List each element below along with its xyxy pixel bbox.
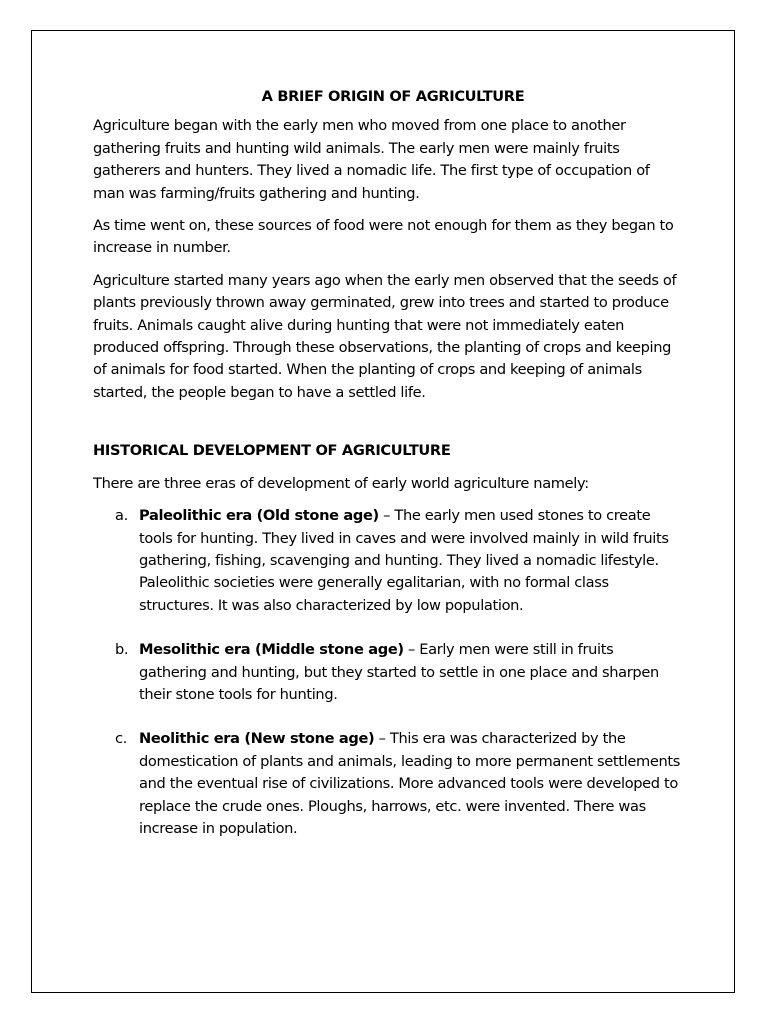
era-name: Mesolithic era (Middle stone age) bbox=[139, 641, 404, 659]
document-title: A BRIEF ORIGIN OF AGRICULTURE bbox=[261, 88, 525, 105]
list-marker: a. bbox=[115, 507, 128, 525]
list-item-neolithic bbox=[93, 728, 683, 840]
era-name: Neolithic era (New stone age) bbox=[139, 730, 375, 748]
paragraph-food-shortage: As time went on, these sources of food were not enough for them as they began to increase in number. bbox=[93, 217, 674, 257]
paragraph-settled-life: Agriculture started many years ago when the early men observed that the seeds of plants previously thrown away germinated, grew into trees and started to produce fruits. Animals caught alive during hunting that were not immediately eaten produced offspring. Through these observations, the planting of crops and keeping of animals for food started. When the planting of crops and keeping of animals started, the people began to have a settled life. bbox=[93, 271, 677, 401]
era-description: – Early men were still in fruits gathering and hunting, but they started to settle in one place and sharpen their stone tools for hunting. bbox=[139, 641, 659, 703]
section-heading: HISTORICAL DEVELOPMENT OF AGRICULTURE bbox=[93, 442, 451, 460]
list-item-paleolithic bbox=[93, 505, 683, 617]
era-description: – This era was characterized by the domestication of plants and animals, leading to more permanent settlements and the eventual rise of civilizations. More advanced tools were developed to replace the crude ones. Ploughs, harrows, etc. were invented. There was increase in population. bbox=[139, 730, 681, 837]
eras-list bbox=[93, 505, 683, 840]
list-item-mesolithic bbox=[93, 639, 683, 706]
era-description: – The early men used stones to create tools for hunting. They lived in caves and were involved mainly in wild fruits gathering, fishing, scavenging and hunting. They lived a nomadic lifestyle. Paleolithic societies were generally egalitarian, with no formal class structures. It was also characterized by low population. bbox=[139, 507, 669, 614]
list-marker: b. bbox=[115, 641, 129, 659]
eras-intro: There are three eras of development of early world agriculture namely: bbox=[93, 474, 589, 492]
document-body bbox=[93, 86, 683, 862]
paragraph-origin: Agriculture began with the early men who moved from one place to another gathering fruits and hunting wild animals. The early men were mainly fruits gatherers and hunters. They lived a nomadic life. The first type of occupation of man was farming/fruits gathering and hunting. bbox=[93, 117, 650, 202]
era-name: Paleolithic era (Old stone age) bbox=[139, 507, 379, 525]
list-marker: c. bbox=[115, 730, 127, 748]
